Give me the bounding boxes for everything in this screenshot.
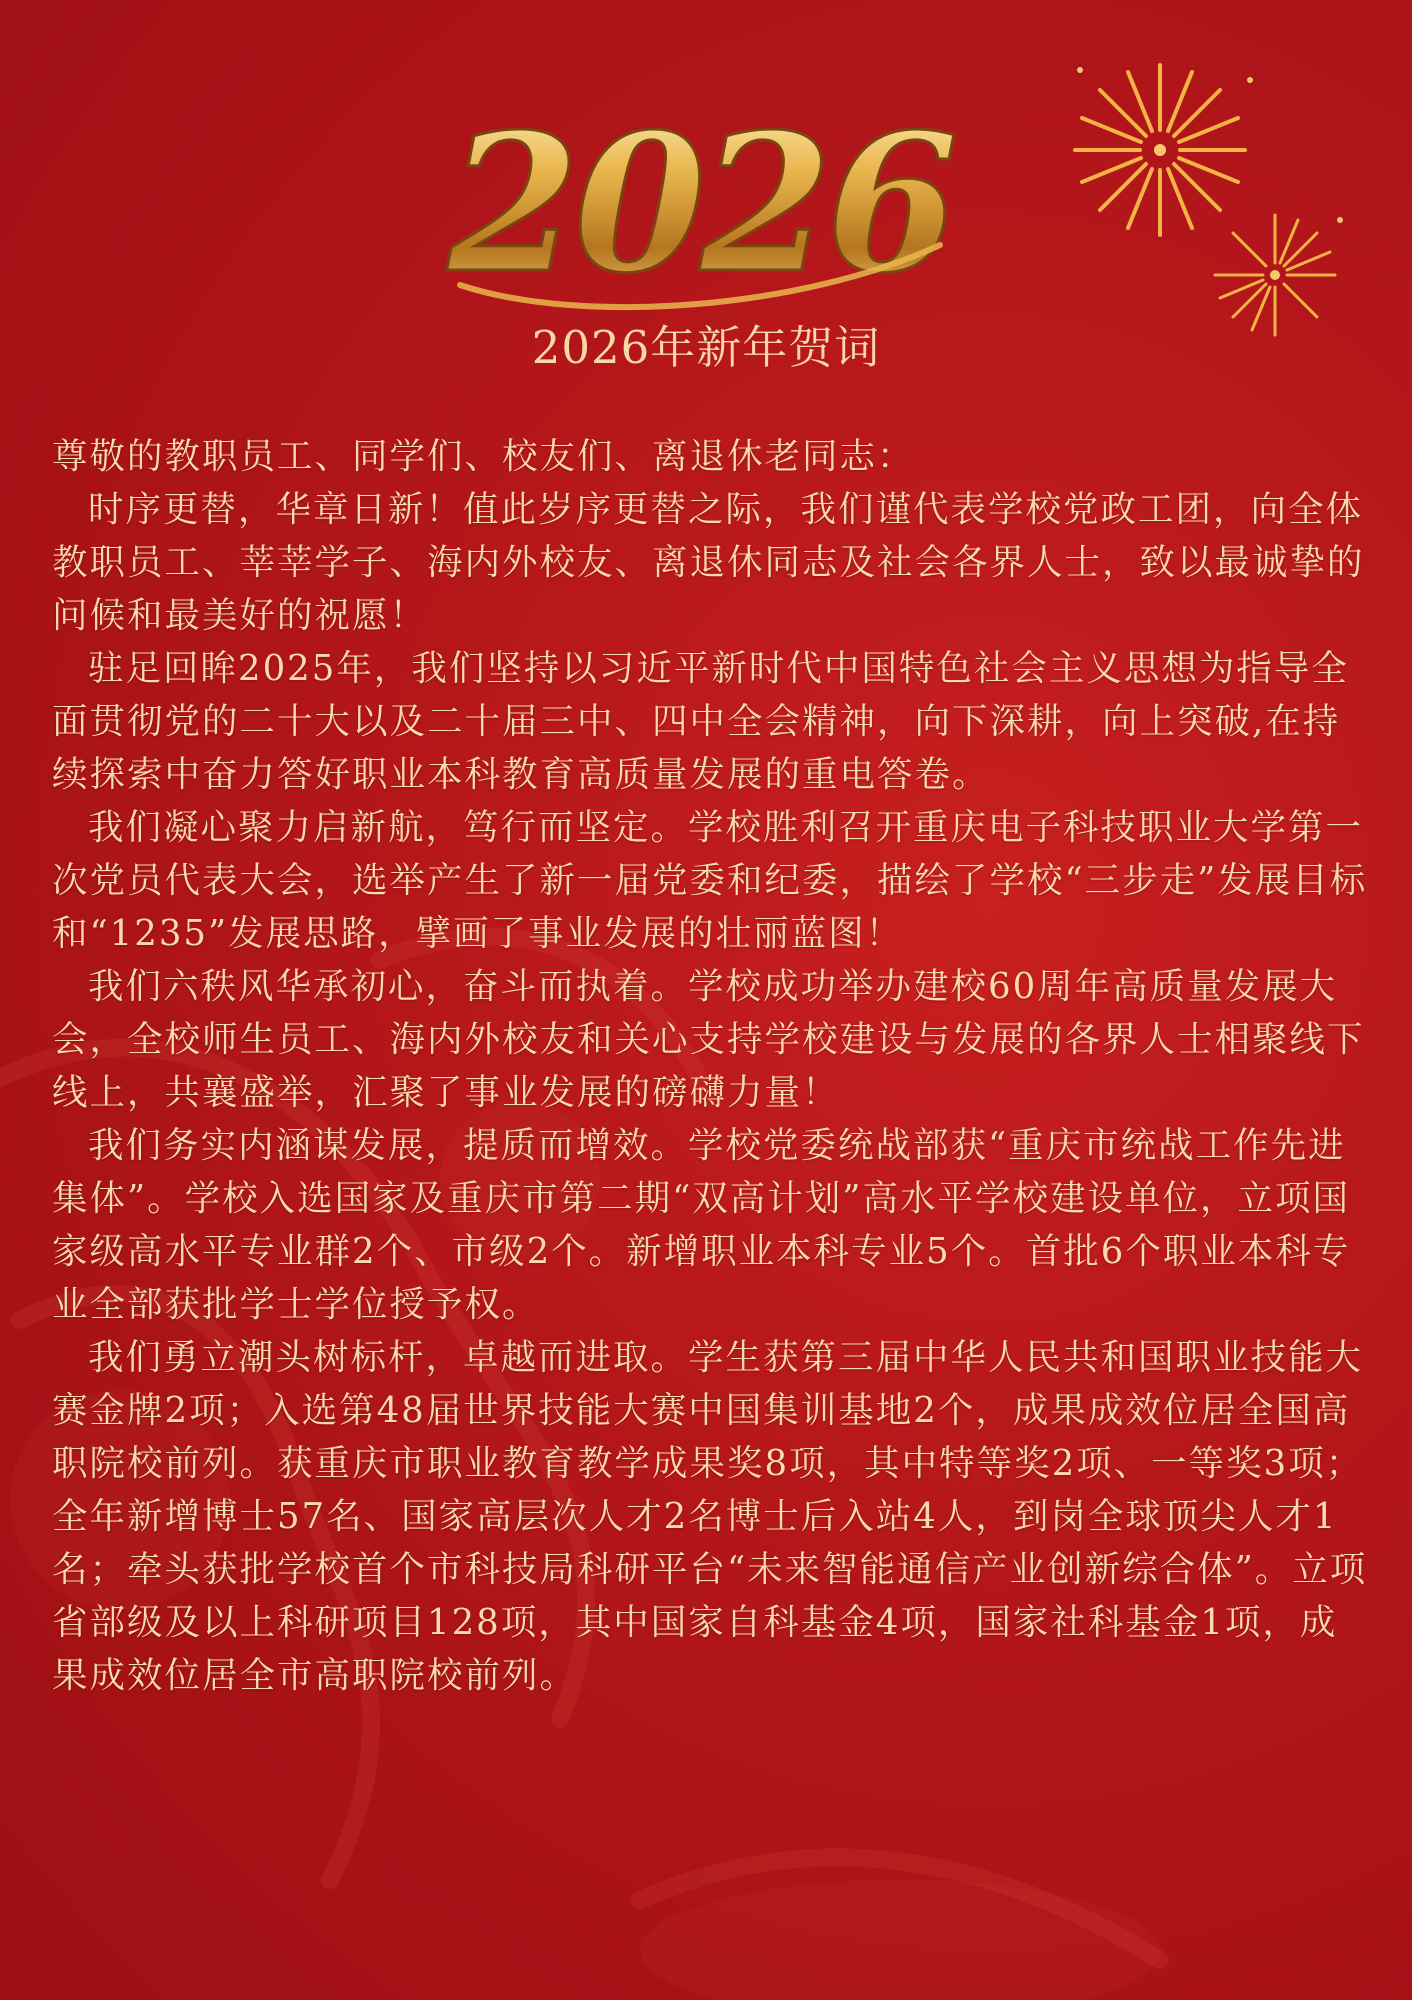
salutation: 尊敬的教职员工、同学们、校友们、离退休老同志： (52, 436, 915, 477)
fireworks-icon (1040, 40, 1360, 360)
hero-year-text: 2026 (447, 95, 953, 315)
letter-body (52, 430, 1370, 1702)
paragraph-party-congress: 我们凝心聚力启新航，笃行而坚定。学校胜利召开重庆电子科技职业大学第一次党员代表大会，选举产生了新一届党委和纪委，描绘了学校“三步走”发展目标和“1235”发展思路，擘画了事业发展的壮丽蓝图！ (52, 807, 1368, 954)
year-2026-gold-calligraphy (420, 95, 980, 325)
letter-title: 2026年新年贺词 (531, 321, 881, 374)
paragraph-development: 我们务实内涵谋发展，提质而增效。学校党委统战部获“重庆市统战工作先进集体”。学校入选国家及重庆市第二期“双高计划”高水平学校建设单位，立项国家级高水平专业群2个、市级2个。新增职业本科专业5个。首批6个职业本科专业全部获批学士学位授予权。 (52, 1125, 1351, 1325)
paragraph-60th-anniversary: 我们六秩风华承初心，奋斗而执着。学校成功举办建校60周年高质量发展大会，全校师生员工、海内外校友和关心支持学校建设与发展的各界人士相聚线下线上，共襄盛举，汇聚了事业发展的磅礴力量！ (52, 966, 1365, 1113)
paragraph-review-2025: 驻足回眸2025年，我们坚持以习近平新时代中国特色社会主义思想为指导全面贯彻党的二十大以及二十届三中、四中全会精神，向下深耕，向上突破,在持续探索中奋力答好职业本科教育高质量发展的重电答卷。 (52, 648, 1349, 795)
paragraph-greeting: 时序更替，华章日新！值此岁序更替之际，我们谨代表学校党政工团，向全体教职员工、莘莘学子、海内外校友、离退休同志及社会各界人士，致以最诚挚的问候和最美好的祝愿！ (52, 489, 1365, 636)
paragraph-achievements: 我们勇立潮头树标杆，卓越而进取。学生获第三届中华人民共和国职业技能大赛金牌2项；入选第48届世界技能大赛中国集训基地2个，成果成效位居全国高职院校前列。获重庆市职业教育教学成果奖8项，其中特等奖2项、一等奖3项；全年新增博士57名、国家高层次人才2名博士后入站4人，到岗全球顶尖人才1名；牵头获批学校首个市科技局科研平台“未来智能通信产业创新综合体”。立项省部级及以上科研项目128项，其中国家自科基金4项，国家社科基金1项，成果成效位居全市高职院校前列。 (52, 1337, 1368, 1696)
